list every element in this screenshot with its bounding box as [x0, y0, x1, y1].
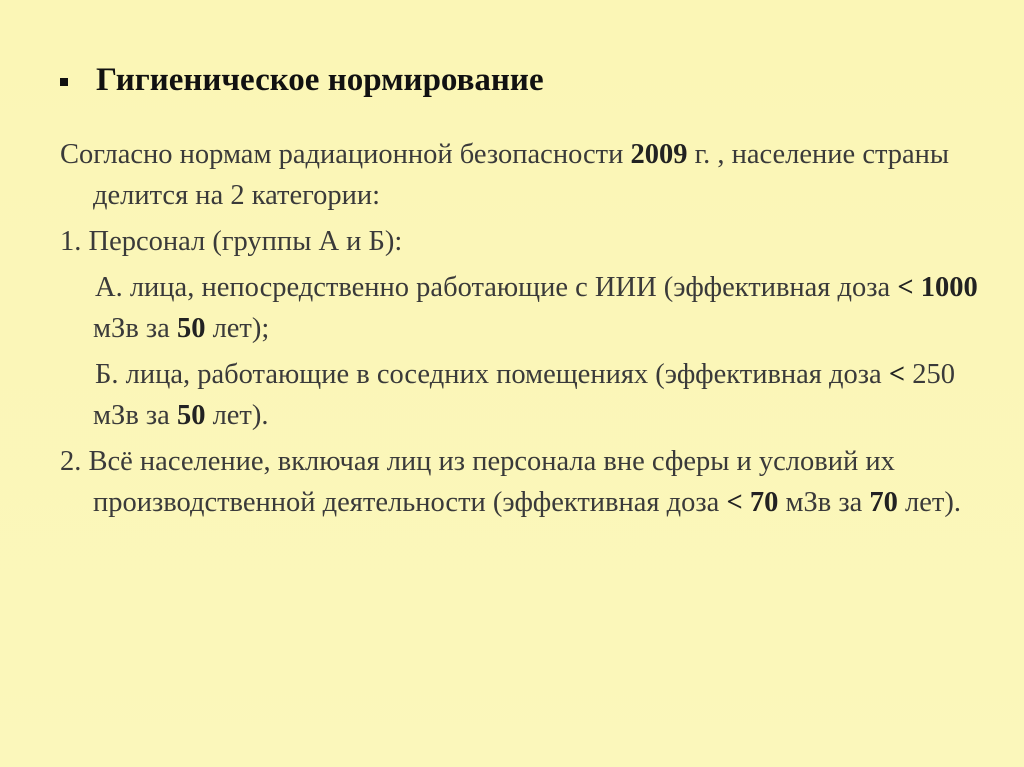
item-1a-paragraph [60, 267, 990, 349]
item-1b-text-1: Б. лица, работающие в соседних помещениях (эффективная доза [95, 359, 889, 390]
title-row [60, 60, 544, 100]
intro-text-1: Согласно нормам радиационной безопасности [60, 139, 631, 170]
item-1a-text-3: лет); [205, 313, 270, 344]
item-1b-years: 50 [176, 400, 206, 431]
slide-body [60, 134, 990, 528]
item-2-lt: < [726, 487, 743, 518]
item-2-paragraph [60, 441, 990, 523]
item-1b-text-2: 250 мЗв за [93, 359, 955, 431]
item-1a-lt: < [897, 272, 914, 303]
item-2-text-2: мЗв за [778, 487, 870, 518]
intro-year: 2009 [630, 139, 688, 170]
item-1a-text-1: А. лица, непосредственно работающие с ИИИ (эффективная доза [95, 272, 898, 303]
item-2-text-3: лет). [897, 487, 961, 518]
item-1-text: 1. Персонал (группы А и Б): [60, 226, 403, 257]
intro-text-2: г. , население страны делится на 2 категории: [93, 139, 950, 211]
item-1a-years: 50 [176, 313, 206, 344]
item-2-years: 70 [869, 487, 898, 518]
item-1-paragraph [60, 221, 990, 262]
item-1b-paragraph [60, 354, 990, 436]
item-1b-lt: < [888, 359, 906, 390]
intro-paragraph [60, 134, 990, 216]
item-2-dose: 70 [742, 487, 779, 518]
item-1a-text-2: мЗв за [93, 313, 177, 344]
item-1b-text-3: лет). [205, 400, 269, 431]
square-bullet-icon [60, 78, 68, 86]
item-2-text-1: 2. Всё население, включая лиц из персонала вне сферы и условий их производственной деятельности (эффективная доза [60, 446, 895, 518]
item-1a-dose: 1000 [913, 272, 978, 303]
slide-title: Гигиеническое нормирование [96, 62, 544, 98]
